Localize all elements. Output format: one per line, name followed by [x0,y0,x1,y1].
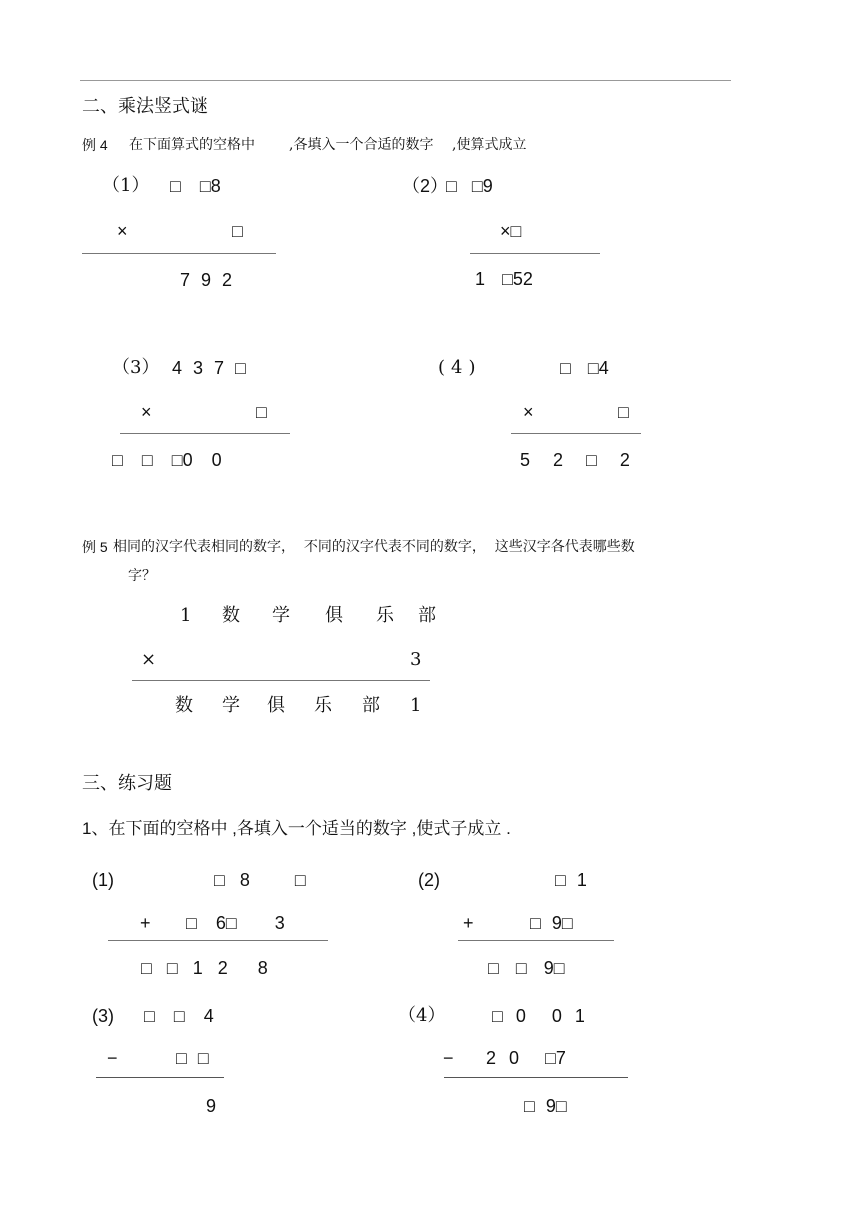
ex5-row3-1: 数 [175,695,193,716]
p4-multiplicand: □ □4 [560,358,609,378]
ex5-row3-6: 1 [410,695,422,716]
p1-rule [82,253,276,254]
ex5-row1-6: 部 [418,605,436,626]
p1-multiplicand: □ □8 [170,176,221,196]
p4-result: 5 2 □ 2 [520,450,630,470]
p2-label: （2） [402,176,449,196]
ex5-row1-2: 数 [222,605,240,626]
q3-result: 9 [206,1096,217,1116]
q3-rule [96,1077,224,1078]
q3-subtrahend: □ □ [176,1048,209,1068]
q1-plus-sign: + [140,913,151,933]
q4-top: □ 0 0 1 [492,1006,585,1026]
ex5-rule [132,680,430,681]
p1-multiply-sign: × [117,221,128,241]
top-divider [80,80,731,81]
p4-rule [511,433,641,434]
q4-subtrahend: 2 0 □7 [486,1048,566,1068]
q1-top: □ 8 □ [214,870,306,890]
p1-multiplier-box: □ [232,221,243,241]
q4-rule [444,1077,628,1078]
example-5-label: 例 5 [82,539,108,555]
q4-result: □ 9□ [524,1096,567,1116]
question-1-text: 1、在下面的空格中 ,各填入一个适当的数字 ,使式子成立 . [82,819,511,838]
q2-addend: □ 9□ [530,913,573,933]
q1-label: (1) [92,870,114,890]
p4-multiply-sign: × [523,402,534,422]
q2-label: (2) [418,870,440,890]
ex5-row1-1: 1 [180,605,192,626]
example-5-text-line1: 相同的汉字代表相同的数字， 不同的汉字代表不同的数字， 这些汉字各代表哪些数 [113,539,635,555]
ex5-row3-5: 部 [362,695,380,716]
q1-result: □ □ 1 2 8 [141,958,268,978]
example-4-label: 例 4 [82,137,108,153]
ex5-row1-3: 学 [272,605,290,626]
p3-multiply-sign: × [141,402,152,422]
p2-multiplicand: □ □9 [446,176,493,196]
ex5-multiply-sign: × [141,649,157,670]
q1-addend: □ 6□ 3 [186,913,285,933]
p3-result: □ □ □0 0 [112,450,222,470]
q2-top: □ 1 [555,870,587,890]
q3-top: □ □ 4 [144,1006,214,1026]
p3-label: （3） [112,357,160,378]
p2-multiplier: ×□ [500,221,522,241]
ex5-row1-5: 乐 [376,605,394,626]
p3-rule [120,433,290,434]
p2-rule [470,253,600,254]
p2-result: 1 □52 [475,269,533,289]
example-4-text: 在下面算式的空格中 [129,137,255,153]
ex5-multiplier: 3 [410,649,422,670]
q2-result: □ □ 9□ [488,958,565,978]
ex5-row3-3: 俱 [267,695,285,716]
q4-label: （4） [398,1005,446,1026]
q2-rule [458,940,614,941]
q3-label: (3) [92,1006,114,1026]
p4-multiplier-box: □ [618,402,629,422]
p3-multiplicand: 4 3 7 □ [172,358,246,378]
section-two-title: 二、乘法竖式谜 [82,96,208,117]
example-4-text-3: ,使算式成立 [452,137,527,153]
example-5-text-line2: 字？ [128,568,156,584]
q1-rule [108,940,328,941]
ex5-row3-2: 学 [222,695,240,716]
p1-label: （1） [102,175,150,196]
p4-label: (4) [438,357,482,378]
q2-plus-sign: + [463,913,474,933]
section-three-title: 三、练习题 [82,773,172,794]
ex5-row1-4: 俱 [325,605,343,626]
p1-result: 7 9 2 [180,270,233,290]
example-4-text-2: ,各填入一个合适的数字 [289,137,434,153]
p3-multiplier-box: □ [256,402,267,422]
q3-minus-sign: − [107,1048,118,1068]
ex5-row3-4: 乐 [314,695,332,716]
q4-minus-sign: − [443,1048,454,1068]
